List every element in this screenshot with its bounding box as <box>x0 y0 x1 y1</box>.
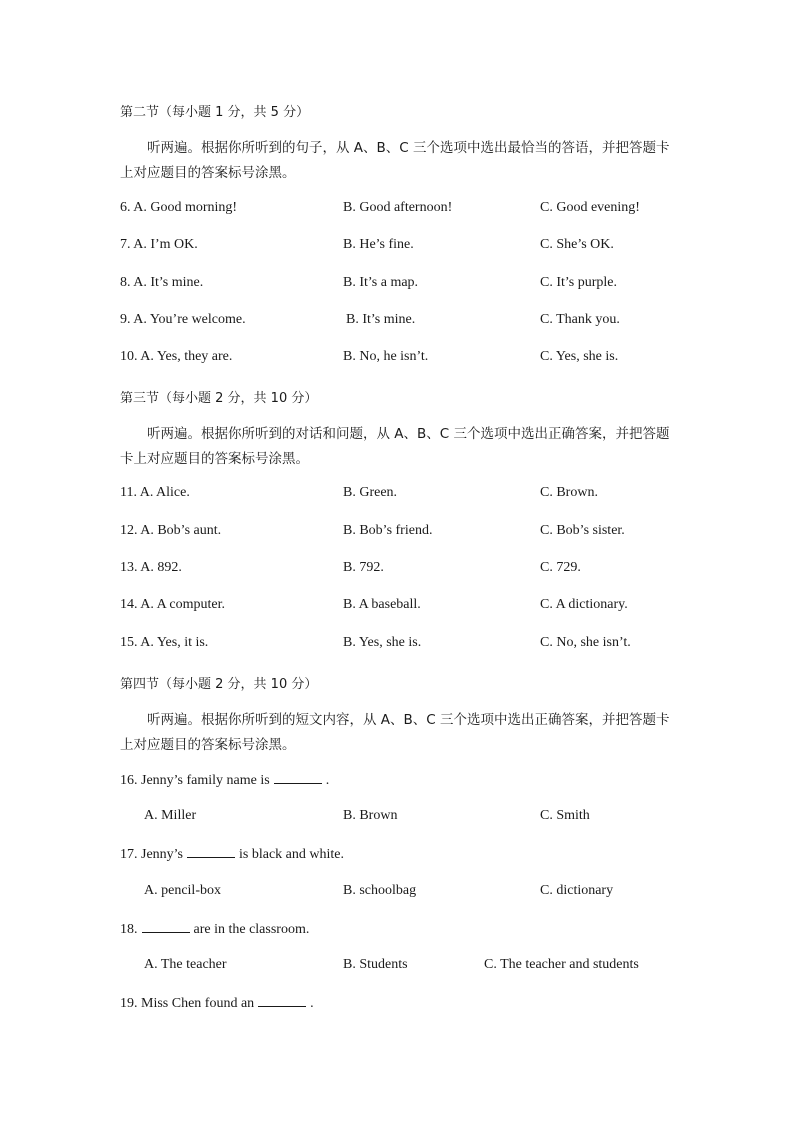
question-row <box>0 485 794 505</box>
option-c: C. A dictionary. <box>540 597 628 612</box>
question-row <box>0 237 794 257</box>
question-row <box>0 808 794 828</box>
stem-post: . <box>310 996 314 1011</box>
option-a: 11. A. Alice. <box>120 485 190 500</box>
option-c: C. dictionary <box>540 883 614 898</box>
question-row <box>0 560 794 580</box>
option-c: C. The teacher and students <box>484 957 639 972</box>
option-c: C. Thank you. <box>540 312 620 327</box>
question-text <box>120 845 344 863</box>
option-b: B. Yes, she is. <box>343 635 422 650</box>
option-b: B. Brown <box>343 808 398 823</box>
question-stem <box>0 845 794 865</box>
question-stem <box>0 920 794 940</box>
option-c: C. Brown. <box>540 485 598 500</box>
option-b: B. Bob’s friend. <box>343 523 433 538</box>
option-a: 8. A. It’s mine. <box>120 275 204 290</box>
option-c: C. Smith <box>540 808 590 823</box>
option-a: A. pencil-box <box>144 883 221 898</box>
option-b: B. It’s mine. <box>346 312 416 327</box>
question-row <box>0 597 794 617</box>
question-stem <box>0 994 794 1014</box>
option-a: 14. A. A computer. <box>120 597 225 612</box>
question-text <box>120 771 329 789</box>
question-row <box>0 635 794 655</box>
option-a: 12. A. Bob’s aunt. <box>120 523 222 538</box>
option-c: C. Yes, she is. <box>540 349 619 364</box>
stem-post: . <box>325 773 330 788</box>
section2-heading: 第二节（每小题 1 分，共 5 分） <box>120 105 310 120</box>
answer-blank <box>274 771 322 784</box>
option-c: C. Good evening! <box>540 200 640 215</box>
option-b: B. schoolbag <box>343 883 417 898</box>
question-row <box>0 312 794 332</box>
option-b: B. Good afternoon! <box>343 200 453 215</box>
option-a: 15. A. Yes, it is. <box>120 635 209 650</box>
option-c: C. It’s purple. <box>540 275 617 290</box>
answer-blank <box>258 994 306 1007</box>
option-a: 7. A. I’m OK. <box>120 237 198 252</box>
question-row <box>0 957 794 977</box>
question-text <box>120 994 314 1012</box>
question-row <box>0 523 794 543</box>
question-text <box>120 920 309 938</box>
option-c: C. No, she isn’t. <box>540 635 631 650</box>
question-row <box>0 200 794 220</box>
stem-post: is black and white. <box>239 847 344 862</box>
stem-post: are in the classroom. <box>193 922 310 937</box>
option-a: 13. A. 892. <box>120 560 182 575</box>
question-stem <box>0 771 794 791</box>
option-a: 6. A. Good morning! <box>120 200 238 215</box>
option-b: B. Students <box>343 957 408 972</box>
section3-heading: 第三节（每小题 2 分，共 10 分） <box>120 391 318 406</box>
option-b: B. A baseball. <box>343 597 421 612</box>
stem-pre: 18. <box>120 922 138 937</box>
option-c: C. Bob’s sister. <box>540 523 625 538</box>
stem-pre: 17. Jenny’s <box>120 847 183 862</box>
question-row <box>0 883 794 903</box>
option-b: B. He’s fine. <box>343 237 414 252</box>
question-row <box>0 349 794 369</box>
stem-pre: 16. Jenny’s family name is <box>120 773 270 788</box>
option-b: B. It’s a map. <box>343 275 419 290</box>
section4-heading: 第四节（每小题 2 分，共 10 分） <box>120 677 318 692</box>
section3-instruction: 听两遍。根据你所听到的对话和问题，从 A、B、C 三个选项中选出正确答案，并把答题卡上对应题目的答案标号涂黑。 <box>120 426 670 467</box>
option-b: B. No, he isn’t. <box>343 349 429 364</box>
option-b: B. 792. <box>343 560 384 575</box>
option-c: C. 729. <box>540 560 581 575</box>
option-a: A. The teacher <box>144 957 227 972</box>
stem-pre: 19. Miss Chen found an <box>120 996 255 1011</box>
question-row <box>0 275 794 295</box>
option-a: A. Miller <box>144 808 197 823</box>
option-a: 9. A. You’re welcome. <box>120 312 246 327</box>
answer-blank <box>142 920 190 933</box>
answer-blank <box>187 845 235 858</box>
section4-instruction: 听两遍。根据你所听到的短文内容，从 A、B、C 三个选项中选出正确答案，并把答题卡上对应题目的答案标号涂黑。 <box>120 712 670 753</box>
option-c: C. She’s OK. <box>540 237 614 252</box>
option-a: 10. A. Yes, they are. <box>120 349 233 364</box>
option-b: B. Green. <box>343 485 398 500</box>
section2-instruction: 听两遍。根据你所听到的句子，从 A、B、C 三个选项中选出最恰当的答语，并把答题卡上对应题目的答案标号涂黑。 <box>120 140 670 181</box>
